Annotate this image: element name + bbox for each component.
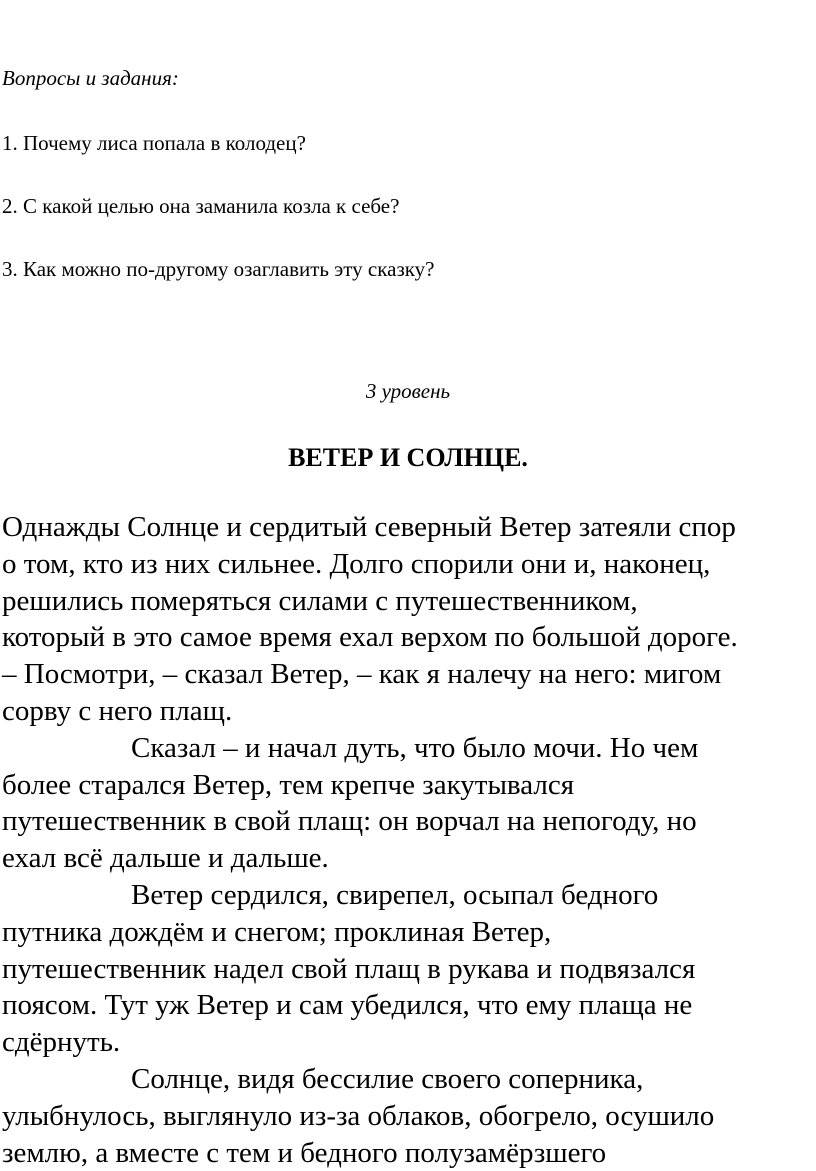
question-item: 2. С какой целью она заманила козла к себе? bbox=[2, 194, 400, 218]
story-line: решились померяться силами с путешественником, bbox=[2, 584, 638, 617]
story-line: улыбнулось, выглянуло из-за облаков, обогрело, осушило bbox=[2, 1099, 715, 1132]
story-line: путешественник в свой плащ: он ворчал на непогоду, но bbox=[2, 805, 697, 838]
story-line: сдёрнуть. bbox=[2, 1026, 121, 1059]
question-item: 3. Как можно по-другому озаглавить эту сказку? bbox=[2, 257, 435, 281]
story-line: Солнце, видя бессилие своего соперника, bbox=[131, 1062, 644, 1095]
story-line: Ветер сердился, свирепел, осыпал бедного bbox=[131, 878, 659, 911]
story-line: поясом. Тут уж Ветер и сам убедился, что ему плаща не bbox=[2, 989, 693, 1022]
story-body bbox=[2, 509, 814, 1171]
story-line: – Посмотри, – сказал Ветер, – как я налечу на него: мигом bbox=[2, 658, 722, 691]
story-line: путника дождём и снегом; проклиная Ветер, bbox=[2, 915, 552, 948]
story-line: более старался Ветер, тем крепче закутывался bbox=[2, 768, 575, 801]
story-line: путешественник надел свой плащ в рукава и подвязался bbox=[2, 952, 696, 985]
level-label: 3 уровень bbox=[365, 379, 451, 403]
story-line: который в это самое время ехал верхом по большой дороге. bbox=[2, 621, 738, 654]
questions-heading: Вопросы и задания: bbox=[2, 66, 179, 90]
story-line: Однажды Солнце и сердитый северный Ветер затеяли спор bbox=[2, 511, 736, 543]
story-line: землю, а вместе с тем и бедного полузамёрзшего bbox=[2, 1136, 607, 1169]
story-line: Сказал – и начал дуть, что было мочи. Но чем bbox=[131, 731, 699, 764]
story-line: о том, кто из них сильнее. Долго спорили они и, наконец, bbox=[2, 547, 711, 580]
story-title: ВЕТЕР И СОЛНЦЕ. bbox=[288, 443, 528, 472]
question-item: 1. Почему лиса попала в колодец? bbox=[2, 131, 306, 155]
story-line: ехал всё дальше и дальше. bbox=[2, 842, 329, 875]
story-line: сорву с него плащ. bbox=[2, 694, 233, 727]
